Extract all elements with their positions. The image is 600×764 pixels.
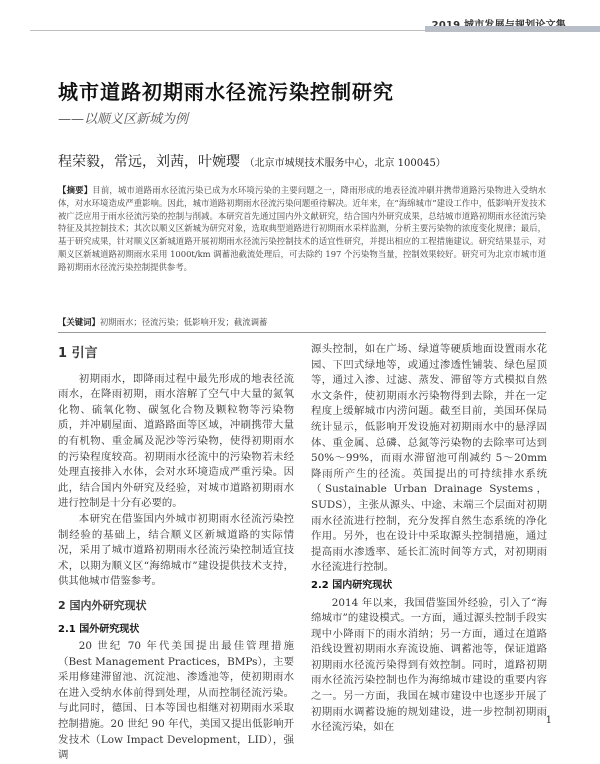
section-2-2-heading: 2.2 国内研究现状	[311, 579, 393, 591]
section-1-paragraph-1: 初期雨水，即降雨过程中最先形成的地表径流雨水，在降雨初期，雨水溶解了空气中大量的氮氧化物、硫氧化物、碳氢化合物及颗粒物等污染物质，并冲刷屋面、道路路面等区域，冲刷携带大量的有机物、重金属及泥沙等污染物，使得初期雨水的污染程度较高。初期雨水径流中的污染物若未经处理直接排入水体，会对水环境造成严重污染。因此，结合国内外研究及经验，对城市道路初期雨水进行控制是十分有必要的。	[58, 372, 294, 510]
section-2-1-paragraph-2: 源头控制，如在广场、绿道等硬质地面设置雨水花园、下凹式绿地等，或通过渗透性铺装、绿色屋顶等，通过入渗、过滤、蒸发、滞留等方式模拟自然水文条件，使初期雨水污染物得到去除，并在一定程度上缓解城市内涝问题。截至目前，美国环保局统计显示，低影响开发设施对初期雨水中的悬浮固体、重金属、总磷、总氮等污染物的去除率可达到 50%～99%，而雨水滞留池可削减约 5～20mm 降雨所产生的径流。英国提出的可持续排水系统（Sustainable Urban Drainage Systems，SUDS），主张从源头、中途、末端三个层面对初期雨水径流进行控制，充分发挥自然生态系统的净化作用。另外，也在设计中采取源头控制措施，通过提高雨水渗透率、延长汇流时间等方式，对初期雨水径流进行控制。	[311, 343, 547, 574]
abstract	[58, 184, 546, 312]
section-2-2-paragraph-1: 2014 年以来，我国借鉴国外经验，引入了“海绵城市”的建设模式。一方面，通过源头控制手段实现中小降雨下的雨水消纳；另一方面，通过在道路沿线设置初期雨水弃流设施、调蓄池等，保证道路初期雨水径流污染得到有效控制。同时，道路初期雨水径流污染控制也作为海绵城市建设的重要内容之一。另一方面，我国在城市建设中也逐步开展了初期雨水调蓄设施的规划建设，进一步控制初期雨水径流污染，如在	[311, 596, 547, 734]
page-number: 1	[545, 715, 552, 726]
section-1-heading: 1 引言	[58, 346, 98, 361]
section-1-paragraph-2: 本研究在借鉴国内外城市初期雨水径流污染控制经验的基础上，结合顺义区新城道路的实际情况，采用了城市道路初期雨水径流污染控制适宜技术，以期为顺义区“海绵城市”建设提供技术支持，供其他城市借鉴参考。	[58, 512, 294, 588]
keywords-text: 初期雨水；径流污染；低影响开发；截流调蓄	[99, 317, 268, 327]
header-rule	[30, 30, 570, 31]
keywords	[58, 316, 546, 328]
paper-subtitle: ——以顺义区新城为例	[58, 112, 189, 127]
header-bar	[425, 26, 600, 32]
left-column	[58, 342, 294, 764]
abstract-text: 目前，城市道路雨水径流污染已成为水环境污染的主要问题之一，降雨形成的地表径流冲刷并携带道路污染物进入受纳水体，对水环境造成严重影响。因此，城市道路初期雨水径流污染问题亟待解决。近年来，在“海绵城市”建设工作中，低影响开发技术被广泛应用于雨水径流污染的控制与削减。本研究首先通过国内外文献研究，结合国内外研究成果，总结城市道路初期雨水径流污染特征及其控制技术；其次以顺义区新城为研究对象，选取典型道路进行初期雨水采样监测，分析主要污染物的浓度变化规律；最后，基于研究成果，针对顺义区新城道路开展初期雨水径流污染控制技术的适宜性研究，并提出相应的工程措施建议。研究结果显示，对顺义区新城道路初期雨水采用 1000t/km 调蓄池截流处理后，可去除约 197 个污染物当量，控制效果较好。研究可为北京市城市道路初期雨水径流污染控制提供参考。	[58, 185, 546, 272]
authors-line	[58, 151, 446, 171]
page-header	[0, 0, 600, 34]
section-2-1-paragraph-1: 20 世纪 70 年代美国提出最佳管理措施（Best Management Practices，BMPs），主要采用修建滞留池、沉淀池、渗透池等，使初期雨水在进入受纳水体前得到处理，从而控制径流污染。与此同时，德国、日本等国也相继对初期雨水采取控制措施。20 世纪 90 年代，美国又提出低影响开发技术（Low Impact Development，LID），强调	[58, 640, 294, 762]
section-divider	[58, 332, 546, 333]
abstract-label: 【摘要】	[58, 185, 93, 195]
right-column	[311, 342, 547, 736]
section-2-heading: 2 国内外研究现状	[58, 598, 147, 612]
paper-title: 城市道路初期雨水径流污染控制研究	[58, 80, 394, 104]
affiliation: （北京市城规技术服务中心，北京 100045）	[244, 158, 446, 169]
author-names: 程荣毅，常远，刘茜，叶婉璎	[58, 154, 240, 170]
keywords-label: 【关键词】	[58, 317, 100, 327]
section-2-1-heading: 2.1 国外研究现状	[58, 623, 140, 635]
